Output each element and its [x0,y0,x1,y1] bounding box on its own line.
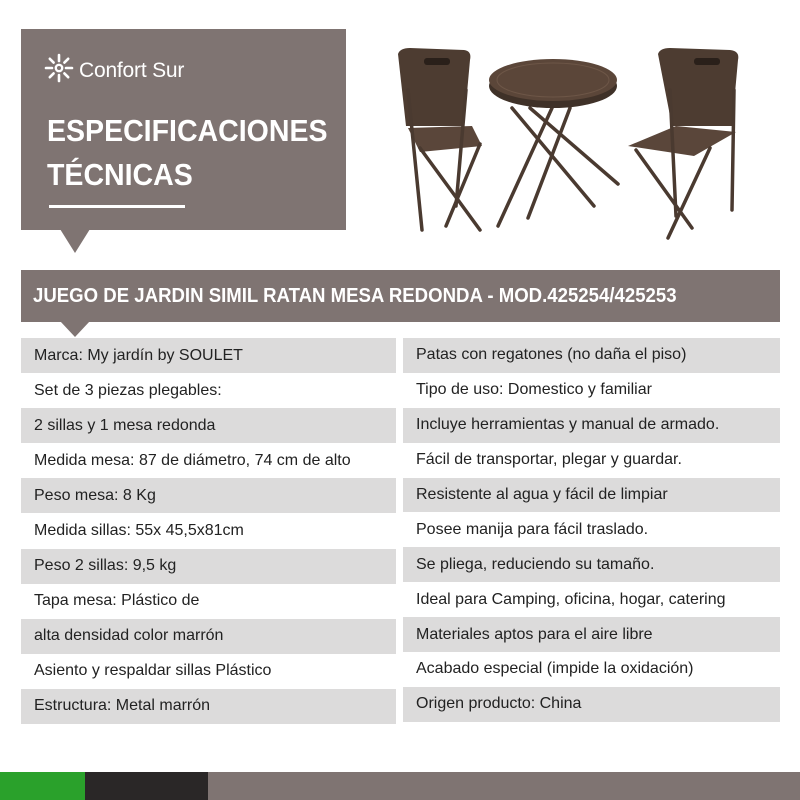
spec-row [21,443,396,478]
spec-text: Origen producto: China [416,695,582,713]
spec-row [21,373,396,408]
spec-text: Set de 3 piezas plegables: [34,381,222,399]
spec-text: Medida sillas: 55x 45,5x81cm [34,522,244,540]
spec-text: alta densidad color marrón [34,627,224,645]
brand-name: Confort Sur [79,58,185,82]
spec-text: Se pliega, reduciendo su tamaño. [416,555,655,573]
spec-row [21,338,396,373]
spec-row [403,512,780,547]
spec-row [21,478,396,513]
spec-text: 2 sillas y 1 mesa redonda [34,416,216,434]
banner-pointer [60,321,90,337]
spec-text: Fácil de transportar, plegar y guardar. [416,451,682,469]
header-panel [21,29,346,230]
spec-text: Asiento y respaldar sillas Plástico [34,662,272,680]
spec-row [21,654,396,689]
spec-text: Tapa mesa: Plástico de [34,592,200,610]
specs-right-column [403,338,780,722]
spec-text: Posee manija para fácil traslado. [416,520,649,538]
page-title-line-2: TÉCNICAS [47,157,193,192]
spec-row [403,443,780,478]
brand-logo[interactable] [43,52,184,89]
specs-left-column [21,338,396,724]
product-image [380,30,780,245]
spec-row [21,619,396,654]
spec-text: Tipo de uso: Domestico y familiar [416,381,652,399]
spec-row [21,584,396,619]
spec-row [21,408,396,443]
spec-row [403,478,780,513]
page-title-line-1: ESPECIFICACIONES [47,113,328,148]
spec-text: Materiales aptos para el aire libre [416,625,653,643]
spec-row [21,689,396,724]
spec-text: Patas con regatones (no daña el piso) [416,346,687,364]
spec-text: Marca: My jardín by SOULET [34,346,243,364]
spec-row [403,582,780,617]
spec-row [403,652,780,687]
product-title-banner [21,270,780,322]
spec-text: Medida mesa: 87 de diámetro, 74 cm de alto [34,451,351,469]
spec-text: Ideal para Camping, oficina, hogar, catering [416,590,726,608]
spec-text: Resistente al agua y fácil de limpiar [416,486,668,503]
spec-row [403,373,780,408]
spec-text: Estructura: Metal marrón [34,697,211,715]
spec-row [403,408,780,443]
spec-row [21,549,396,584]
spec-row [403,338,780,373]
spec-row [21,513,396,548]
spec-row [403,617,780,652]
spec-text: Peso 2 sillas: 9,5 kg [34,557,177,575]
footer-stripe-green [0,772,85,800]
header-pointer [60,229,90,253]
spec-text: Incluye herramientas y manual de armado. [416,416,720,434]
sun-icon [43,52,75,89]
product-title: JUEGO DE JARDIN SIMIL RATAN MESA REDONDA - MOD.425254/425253 [33,284,677,307]
spec-text: Peso mesa: 8 Kg [34,486,156,504]
spec-row [403,687,780,722]
title-underline [49,205,185,208]
spec-text: Acabado especial (impide la oxidación) [416,660,694,678]
footer-stripe-gray [208,772,800,800]
footer-stripe-dark [85,772,208,800]
spec-row [403,547,780,582]
